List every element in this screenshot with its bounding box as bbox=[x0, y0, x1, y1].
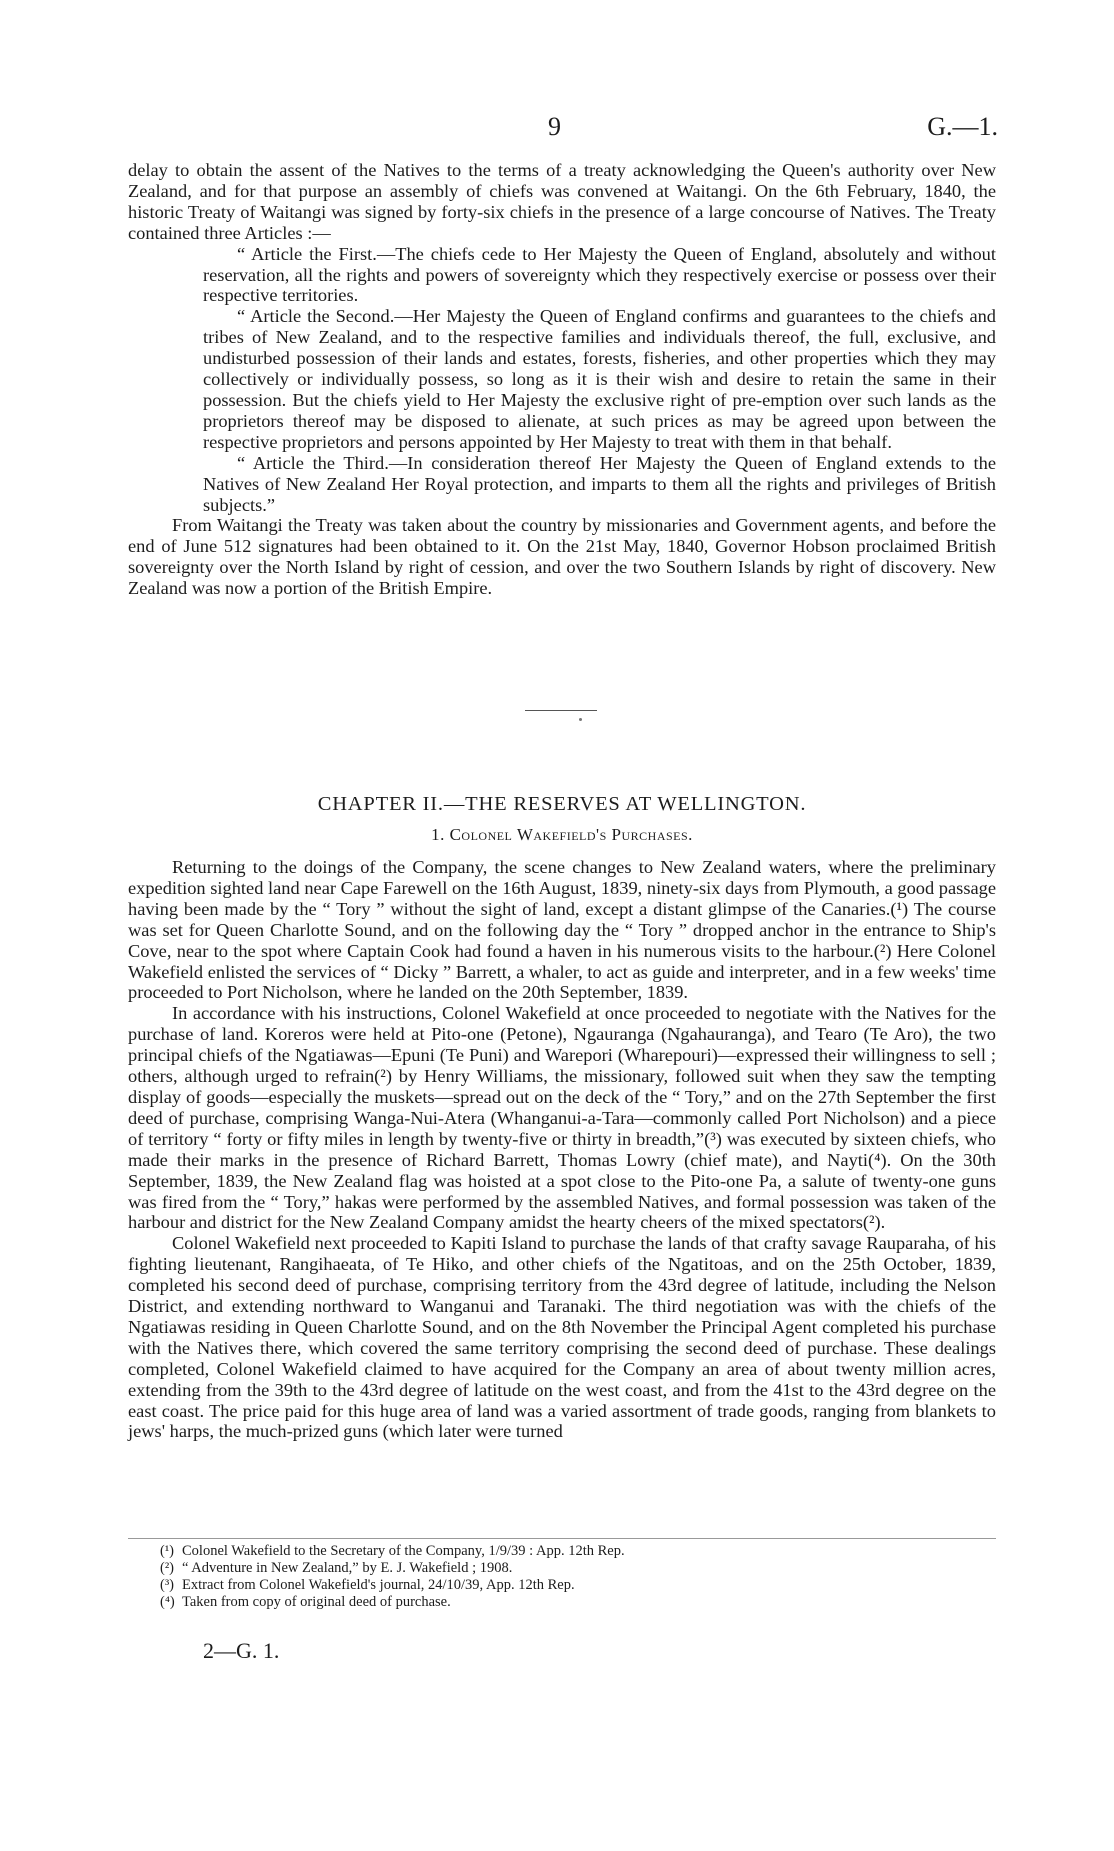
footnote-1 bbox=[160, 1543, 980, 1560]
treaty-article-second: “ Article the Second.—Her Majesty the Queen of England confirms and guarantees to the chiefs and tribes of New Zealand, and to the respective families and individuals thereof, the full, exclusive, and undisturbed possession of their lands and estates, forests, fisheries, and other properties which they may collectively or individually possess, so long as it is their wish and desire to retain the same in their possession. But the chiefs yield to Her Majesty the exclusive right of pre-emption over such lands as the proprietors thereof may be disposed to alienate, at such prices as may be agreed upon between the respective proprietors and persons appointed by Her Majesty to treat with them in that behalf. bbox=[203, 306, 996, 452]
chapter-title: CHAPTER II.—THE RESERVES AT WELLINGTON. bbox=[317, 793, 807, 815]
section-divider bbox=[525, 710, 597, 711]
footnote-divider bbox=[128, 1538, 996, 1539]
footnote-mark: (⁴) bbox=[160, 1594, 175, 1610]
treaty-article-third: “ Article the Third.—In consideration thereof Her Majesty the Queen of England extends to the Natives of New Zealand Her Royal protection, and imparts to them all the rights and privileges of British subjects.” bbox=[203, 452, 996, 515]
body-paragraph-1: Returning to the doings of the Company, the scene changes to New Zealand waters, where the preliminary expedition sighted land near Cape Farewell on the 16th August, 1839, ninety-six days from Plymouth, a good passage having been made by the “ Tory ” without the sight of land, except a distant glimpse of the Canaries.(¹) The course was set for Queen Charlotte Sound, and on the following day the “ Tory ” dropped anchor in the entrance to Ship's Cove, near to the spot where Captain Cook had found a haven in his numerous visits to the harbour.(²) Here Colonel Wakefield enlisted the services of “ Dicky ” Barrett, a whaler, to act as guide and interpreter, and in a few weeks' time proceeded to Port Nicholson, where he landed on the 20th September, 1839. bbox=[128, 857, 996, 1003]
intro-paragraph: delay to obtain the assent of the Natives to the terms of a treaty acknowledging the Queen's authority over New Zealand, and for that purpose an assembly of chiefs was convened at Waitangi. On the 6th February, 1840, the historic Treaty of Waitangi was signed by forty-six chiefs in the presence of a large concourse of Natives. The Treaty contained three Articles :— bbox=[128, 160, 996, 243]
footnote-3 bbox=[160, 1577, 980, 1594]
intro-closing-paragraph: From Waitangi the Treaty was taken about the country by missionaries and Government agents, and before the end of June 512 signatures had been obtained to it. On the 21st May, 1840, Governor Hobson proclaimed British sovereignty over the North Island by right of cession, and over the two Southern Islands by right of discovery. New Zealand was now a portion of the British Empire. bbox=[128, 515, 996, 599]
body-paragraph-2: In accordance with his instructions, Colonel Wakefield at once proceeded to negotiate with the Natives for the purchase of land. Koreros were held at Pito-one (Petone), Ngauranga (Ngahauranga), and Tearo (Te Aro), the two principal chiefs of the Ngatiawas—Epuni (Te Puni) and Warepori (Wharepouri)—expressed their willingness to sell ; others, although urged to refrain(²) by Henry Williams, the missionary, followed suit when they saw the tempting display of goods—especially the muskets—spread out on the deck of the “ Tory,” and on the 27th September the first deed of purchase, comprising Wanga-Nui-Atera (Whanganui-a-Tara—commonly called Port Nicholson) and a piece of territory “ forty or fifty miles in length by twenty-five or thirty in breadth,”(³) was executed by sixteen chiefs, who made their marks in the presence of Richard Barrett, Thomas Lowry (chief mate), and Nayti(⁴). On the 30th September, 1839, the New Zealand flag was hoisted at a spot close to the Pito-one Pa, a salute of twenty-one guns was fired from the “ Tory,” hakas were performed by the assembled Natives, and formal possession was taken of the harbour and district for the New Zealand Company amidst the hearty cheers of the mixed spectators(²). bbox=[128, 1003, 996, 1233]
intro-section bbox=[128, 160, 996, 599]
document-reference: G.—1. bbox=[927, 112, 998, 141]
footnote-4 bbox=[160, 1594, 980, 1611]
footnotes bbox=[160, 1543, 980, 1611]
divider-dot bbox=[579, 718, 582, 721]
footnote-mark: (²) bbox=[160, 1560, 175, 1576]
footnote-text: Extract from Colonel Wakefield's journal, 24/10/39, App. 12th Rep. bbox=[182, 1577, 575, 1593]
footnote-mark: (¹) bbox=[160, 1543, 175, 1559]
footnote-text: Taken from copy of original deed of purchase. bbox=[182, 1594, 451, 1610]
page-number: 9 bbox=[548, 112, 561, 141]
section-title: 1. Colonel Wakefield's Purchases. bbox=[431, 825, 693, 844]
page-header bbox=[128, 112, 998, 146]
footnote-2 bbox=[160, 1560, 980, 1577]
treaty-article-first: “ Article the First.—The chiefs cede to Her Majesty the Queen of England, absolutely and without reservation, all the rights and powers of sovereignty which they respectively exercise or possess over their respective territories. bbox=[203, 243, 996, 306]
footnote-text: Colonel Wakefield to the Secretary of the Company, 1/9/39 : App. 12th Rep. bbox=[182, 1543, 625, 1559]
footnote-text: “ Adventure in New Zealand,” by E. J. Wakefield ; 1908. bbox=[182, 1560, 513, 1576]
footnote-mark: (³) bbox=[160, 1577, 175, 1593]
signature-mark: 2—G. 1. bbox=[203, 1638, 280, 1663]
chapter-body bbox=[128, 857, 996, 1442]
body-paragraph-3: Colonel Wakefield next proceeded to Kapiti Island to purchase the lands of that crafty savage Rauparaha, of his fighting lieutenant, Rangihaeata, of Te Hiko, and other chiefs of the Ngatitoas, and on the 25th October, 1839, completed his second deed of purchase, comprising territory from the 43rd degree of latitude, including the Nelson District, and extending northward to Wanganui and Taranaki. The third negotiation was with the chiefs of the Ngatiawas residing in Queen Charlotte Sound, and on the 8th November the Principal Agent completed his purchase with the Natives there, which covered the same territory comprising the second deed of purchase. These dealings completed, Colonel Wakefield claimed to have acquired for the Company an area of about twenty million acres, extending from the 39th to the 43rd degree of latitude on the west coast, and from the 41st to the 43rd degree on the east coast. The price paid for this huge area of land was a varied assortment of trade goods, ranging from blankets to jews' harps, the much-prized guns (which later were turned bbox=[128, 1233, 996, 1442]
